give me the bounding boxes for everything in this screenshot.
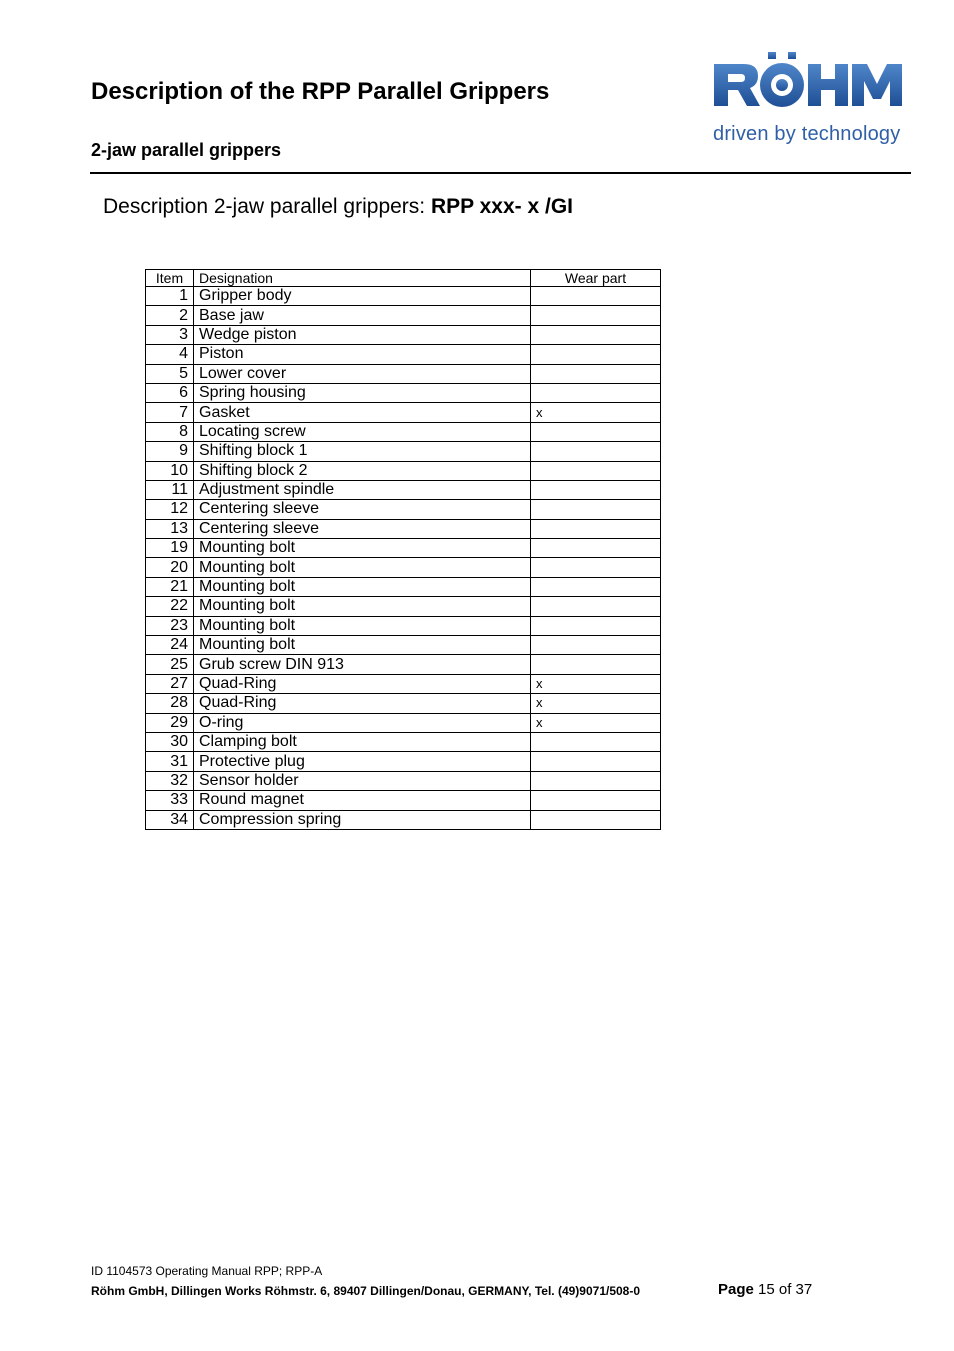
- wear-part-mark: [531, 442, 661, 461]
- table-row: [146, 577, 661, 596]
- item-number: 12: [146, 500, 194, 519]
- item-number: 9: [146, 442, 194, 461]
- parts-table: [145, 269, 661, 830]
- table-row: [146, 791, 661, 810]
- designation: Quad-Ring: [194, 694, 531, 713]
- table-row: [146, 674, 661, 693]
- designation: Mounting bolt: [194, 616, 531, 635]
- designation: Gripper body: [194, 287, 531, 306]
- item-number: 23: [146, 616, 194, 635]
- table-row: [146, 519, 661, 538]
- table-row: [146, 771, 661, 790]
- designation: Quad-Ring: [194, 674, 531, 693]
- table-row: [146, 461, 661, 480]
- item-number: 1: [146, 287, 194, 306]
- table-row: [146, 287, 661, 306]
- table-row: [146, 597, 661, 616]
- description-line: [103, 195, 573, 219]
- wear-part-mark: [531, 364, 661, 383]
- wear-part-mark: [531, 810, 661, 829]
- item-number: 7: [146, 403, 194, 422]
- item-number: 31: [146, 752, 194, 771]
- table-row: [146, 403, 661, 422]
- designation: Shifting block 2: [194, 461, 531, 480]
- table-row: [146, 422, 661, 441]
- item-number: 27: [146, 674, 194, 693]
- model-code: RPP xxx- x /GI: [430, 195, 574, 218]
- item-number: 5: [146, 364, 194, 383]
- item-number: 3: [146, 325, 194, 344]
- table-row: [146, 752, 661, 771]
- designation: Sensor holder: [194, 771, 531, 790]
- designation: O-ring: [194, 713, 531, 732]
- table-row: [146, 655, 661, 674]
- item-number: 22: [146, 597, 194, 616]
- header-divider: [90, 172, 911, 174]
- table-row: [146, 383, 661, 402]
- designation: Adjustment spindle: [194, 480, 531, 499]
- designation: Shifting block 1: [194, 442, 531, 461]
- item-number: 11: [146, 480, 194, 499]
- item-number: 25: [146, 655, 194, 674]
- designation: Centering sleeve: [194, 519, 531, 538]
- table-row: [146, 345, 661, 364]
- item-number: 28: [146, 694, 194, 713]
- wear-part-mark: [531, 752, 661, 771]
- designation: Piston: [194, 345, 531, 364]
- footer-document-id: ID 1104573 Operating Manual RPP; RPP-A: [91, 1264, 323, 1278]
- table-row: [146, 810, 661, 829]
- designation: Clamping bolt: [194, 732, 531, 751]
- wear-part-mark: [531, 636, 661, 655]
- wear-part-mark: [531, 616, 661, 635]
- designation: Base jaw: [194, 306, 531, 325]
- designation: Centering sleeve: [194, 500, 531, 519]
- page-title: Description of the RPP Parallel Grippers: [91, 78, 550, 105]
- item-number: 30: [146, 732, 194, 751]
- designation: Compression spring: [194, 810, 531, 829]
- designation: Mounting bolt: [194, 597, 531, 616]
- header-wear-part: Wear part: [531, 270, 661, 287]
- wear-part-mark: [531, 771, 661, 790]
- item-number: 24: [146, 636, 194, 655]
- table-row: [146, 732, 661, 751]
- designation: Mounting bolt: [194, 558, 531, 577]
- designation: Mounting bolt: [194, 636, 531, 655]
- designation: Gasket: [194, 403, 531, 422]
- item-number: 33: [146, 791, 194, 810]
- item-number: 21: [146, 577, 194, 596]
- wear-part-mark: x: [531, 713, 661, 732]
- wear-part-mark: [531, 558, 661, 577]
- wear-part-mark: [531, 306, 661, 325]
- table-row: [146, 500, 661, 519]
- rohm-logo: [712, 44, 904, 149]
- wear-part-mark: [531, 577, 661, 596]
- page-subtitle: 2-jaw parallel grippers: [91, 140, 282, 160]
- wear-part-mark: [531, 383, 661, 402]
- wear-part-mark: [531, 500, 661, 519]
- wear-part-mark: x: [531, 403, 661, 422]
- table-row: [146, 694, 661, 713]
- item-number: 10: [146, 461, 194, 480]
- designation: Grub screw DIN 913: [194, 655, 531, 674]
- wear-part-mark: [531, 287, 661, 306]
- item-number: 13: [146, 519, 194, 538]
- table-row: [146, 480, 661, 499]
- item-number: 4: [146, 345, 194, 364]
- page-label: Page: [718, 1281, 754, 1298]
- description-prefix: Description 2-jaw parallel grippers:: [103, 195, 431, 218]
- item-number: 32: [146, 771, 194, 790]
- wear-part-mark: x: [531, 694, 661, 713]
- header-designation: Designation: [194, 270, 531, 287]
- wear-part-mark: [531, 325, 661, 344]
- page-value: 15 of 37: [758, 1281, 813, 1298]
- wear-part-mark: [531, 655, 661, 674]
- designation: Mounting bolt: [194, 577, 531, 596]
- designation: Spring housing: [194, 383, 531, 402]
- wear-part-mark: [531, 461, 661, 480]
- table-row: [146, 364, 661, 383]
- footer-page-number: [718, 1281, 812, 1298]
- wear-part-mark: [531, 422, 661, 441]
- table-row: [146, 636, 661, 655]
- rohm-wordmark-logo: [712, 50, 904, 110]
- table-row: [146, 442, 661, 461]
- designation: Protective plug: [194, 752, 531, 771]
- item-number: 6: [146, 383, 194, 402]
- wear-part-mark: x: [531, 674, 661, 693]
- designation: Wedge piston: [194, 325, 531, 344]
- table-row: [146, 558, 661, 577]
- table-row: [146, 713, 661, 732]
- item-number: 19: [146, 539, 194, 558]
- table-row: [146, 616, 661, 635]
- item-number: 34: [146, 810, 194, 829]
- wear-part-mark: [531, 732, 661, 751]
- wear-part-mark: [531, 480, 661, 499]
- header-item: Item: [146, 270, 194, 287]
- footer-company-address: Röhm GmbH, Dillingen Works Röhmstr. 6, 89407 Dillingen/Donau, GERMANY, Tel. (49)9071/508-0: [91, 1284, 641, 1298]
- item-number: 20: [146, 558, 194, 577]
- wear-part-mark: [531, 539, 661, 558]
- item-number: 29: [146, 713, 194, 732]
- table-row: [146, 325, 661, 344]
- designation: Lower cover: [194, 364, 531, 383]
- parts-table-body: [146, 287, 661, 830]
- wear-part-mark: [531, 791, 661, 810]
- wear-part-mark: [531, 345, 661, 364]
- designation: Locating screw: [194, 422, 531, 441]
- designation: Round magnet: [194, 791, 531, 810]
- logo-tagline: driven by technology: [713, 123, 901, 145]
- item-number: 8: [146, 422, 194, 441]
- designation: Mounting bolt: [194, 539, 531, 558]
- table-header-row: [146, 270, 661, 287]
- table-row: [146, 539, 661, 558]
- item-number: 2: [146, 306, 194, 325]
- wear-part-mark: [531, 597, 661, 616]
- wear-part-mark: [531, 519, 661, 538]
- table-row: [146, 306, 661, 325]
